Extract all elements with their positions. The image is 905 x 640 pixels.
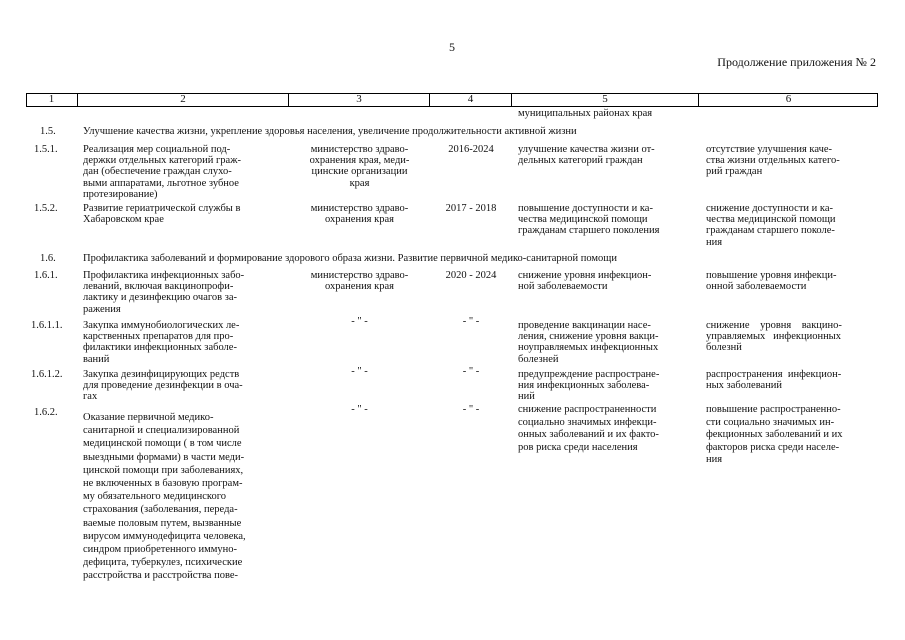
row-number: 1.6.1.1.	[31, 320, 63, 331]
header-col-3: 3	[289, 93, 430, 107]
text-line: Закупка иммунобиологических ле-	[83, 320, 240, 331]
text-line: ноуправляемых инфекционных	[518, 342, 659, 354]
text-line: чества медицинской помощи	[518, 214, 648, 226]
text-line: ния инфекционных заболева-	[518, 380, 650, 392]
text-line: Профилактика инфекционных забо-	[83, 270, 245, 281]
text-line: цинские организации	[311, 166, 408, 178]
text-line: выми аппаратами, льготное зубное	[83, 177, 239, 189]
text-line: улучшение качества жизни от-	[518, 144, 655, 155]
row-1-5-1-col2	[83, 144, 241, 200]
text-line: гах	[83, 391, 98, 403]
row-1-6-1-2-col6	[706, 369, 841, 391]
row-1-5-2-col2	[83, 203, 240, 225]
text-line: снижение распространенности	[518, 404, 657, 415]
text-line: распространения инфекцион-	[706, 369, 842, 380]
row-1-6-1-1-col2	[83, 320, 239, 365]
text-line: болезней	[518, 353, 559, 365]
text-line: снижение доступности и ка-	[706, 203, 833, 214]
text-line: повышение доступности и ка-	[518, 203, 653, 214]
row-1-6-2-col4: - " -	[462, 404, 480, 415]
text-line: для проведение дезинфекции в оча-	[83, 380, 243, 392]
text-line: карственных препаратов для про-	[83, 331, 234, 343]
text-line: расстройства и расстройства пове-	[83, 570, 239, 582]
row-number: 1.5.2.	[34, 203, 58, 214]
text-line: сти социально значимых ин-	[706, 416, 835, 428]
text-line: Закупка дезинфицирующих редств	[83, 369, 240, 380]
text-line: медицинской помощи ( в том числе	[83, 438, 242, 450]
text-line: Оказание первичной медико-	[83, 412, 214, 423]
row-1-5-2-col6	[706, 203, 836, 248]
text-line: снижение уровня вакцино-	[706, 320, 842, 331]
row-1-5-1-col6	[706, 144, 840, 178]
text-line: ной заболеваемости	[518, 281, 608, 293]
text-line: повышение распространенно-	[706, 404, 841, 415]
text-line: министерство здраво-	[310, 203, 409, 214]
text-line: ния	[706, 454, 723, 465]
section-number: 1.6.	[40, 253, 56, 264]
header-col-2: 2	[78, 93, 289, 107]
row-1-6-2-col6	[706, 404, 842, 467]
text-line: дан (обеспечение граждан слухо-	[83, 166, 232, 178]
row-1-6-2-col2	[83, 411, 246, 583]
section-number: 1.5.	[40, 126, 56, 137]
text-line: дефицита, туберкулез, психические	[83, 557, 243, 569]
text-line: лактику и дезинфекцию очагов за-	[83, 292, 238, 304]
text-line: филактики инфекционных заболе-	[83, 342, 237, 354]
header-col-5: 5	[512, 93, 699, 107]
row-1-6-1-col6	[706, 270, 836, 292]
section-title: Улучшение качества жизни, укрепление здоровья населения, увеличение продолжительности активной жизни	[83, 126, 577, 137]
row-1-6-1-col5	[518, 270, 651, 292]
text-line: гражданам старшего поколе-	[706, 225, 835, 237]
text-line: онных заболеваний и их факто-	[518, 429, 659, 440]
text-line: министерство здраво-	[310, 144, 409, 155]
row-1-5-2-col4: 2017 - 2018	[445, 203, 497, 214]
row-1-6-1-1-col6	[706, 320, 842, 354]
text-line: ных заболеваний	[706, 380, 783, 392]
text-line: цинской помощи при заболеваниях,	[83, 464, 244, 476]
row-1-5-2-col3	[289, 203, 430, 225]
carry-over-text: муниципальных районах края	[518, 108, 653, 119]
text-line: ваемые половым путем, вызванные	[83, 517, 242, 529]
row-1-6-1-col2	[83, 270, 244, 315]
text-line: охранения края	[325, 281, 394, 293]
header-col-6: 6	[785, 93, 792, 105]
text-line: факторов риска среди населе-	[706, 441, 840, 453]
text-line: управляемых инфекционных	[706, 331, 841, 343]
text-line: чества медицинской помощи	[706, 214, 836, 226]
text-line: края	[349, 177, 370, 189]
page-number: 5	[449, 40, 455, 54]
text-line: предупреждение распростране-	[518, 369, 660, 380]
text-line: Хабаровском крае	[83, 214, 164, 226]
text-line: ления, снижение уровня вакци-	[518, 331, 659, 343]
text-line: онной заболеваемости	[706, 281, 807, 293]
header-col-4: 4	[430, 93, 512, 107]
text-line: охранения края, меди-	[309, 155, 410, 167]
text-line: Реализация мер социальной под-	[83, 144, 231, 155]
text-line: страхования (заболевания, переда-	[83, 504, 238, 516]
text-line: ства жизни отдельных катего-	[706, 155, 840, 167]
text-line: ния	[706, 236, 723, 248]
text-line: леваний, включая вакцинопрофи-	[83, 281, 234, 293]
text-line: выездными формами) в части меди-	[83, 451, 245, 463]
row-number: 1.5.1.	[34, 144, 58, 155]
text-line: вирусом иммунодефицита человека,	[83, 530, 246, 542]
row-1-5-1-col4: 2016-2024	[448, 144, 494, 155]
text-line: ров риска среди населения	[518, 441, 638, 453]
row-number: 1.6.1.	[34, 270, 58, 281]
text-line: рий граждан	[706, 166, 763, 178]
text-line: болезнй	[706, 342, 742, 354]
text-line: синдром приобретенного иммуно-	[83, 544, 237, 556]
text-line: ваний	[83, 353, 110, 365]
row-1-6-1-2-col5	[518, 369, 659, 403]
text-line: держки отдельных категорий граж-	[83, 155, 241, 167]
text-line: социально значимых инфекци-	[518, 416, 657, 428]
row-number: 1.6.2.	[34, 407, 58, 418]
continuation-label: Продолжение приложения № 2	[717, 55, 876, 69]
text-line: Развитие гериатрической службы в	[83, 203, 241, 214]
text-line: министерство здраво-	[310, 270, 409, 281]
text-line: дельных категорий граждан	[518, 155, 643, 167]
text-line: отсутствие улучшения каче-	[706, 144, 833, 155]
text-line: охранения края	[325, 214, 394, 226]
row-1-6-1-col4: 2020 - 2024	[445, 270, 497, 281]
header-col-1: 1	[26, 93, 78, 107]
row-number: 1.6.1.2.	[31, 369, 63, 380]
row-1-6-1-1-col3: - " -	[351, 316, 368, 327]
text-line: ний	[518, 391, 535, 403]
row-1-5-1-col5	[518, 144, 655, 166]
row-1-6-2-col3: - " -	[351, 404, 368, 415]
section-title: Профилактика заболеваний и формирование здорового образа жизни. Развитие первичной медико-санитарной помощи	[83, 253, 617, 264]
row-1-6-1-1-col5	[518, 320, 659, 365]
text-line: снижение уровня инфекцион-	[518, 270, 652, 281]
row-1-6-1-2-col3: - " -	[351, 366, 368, 377]
text-line: ражения	[83, 303, 121, 315]
text-line: фекционных заболеваний и их	[706, 429, 843, 440]
text-line: санитарной и специализированной	[83, 425, 240, 437]
row-1-5-2-col5	[518, 203, 660, 237]
row-1-6-1-2-col4: - " -	[462, 366, 480, 377]
row-1-6-1-1-col4: - " -	[462, 316, 480, 327]
text-line: проведение вакцинации насе-	[518, 320, 651, 331]
text-line: не включенных в базовую програм-	[83, 478, 243, 490]
row-1-6-2-col5	[518, 404, 659, 454]
text-line: гражданам старшего поколения	[518, 225, 660, 237]
text-line: му обязательного медицинского	[83, 491, 227, 503]
row-1-6-1-col3	[289, 270, 430, 292]
row-1-6-1-2-col2	[83, 369, 243, 403]
text-line: повышение уровня инфекци-	[706, 270, 837, 281]
row-1-5-1-col3	[289, 144, 430, 189]
text-line: протезирование)	[83, 188, 158, 200]
